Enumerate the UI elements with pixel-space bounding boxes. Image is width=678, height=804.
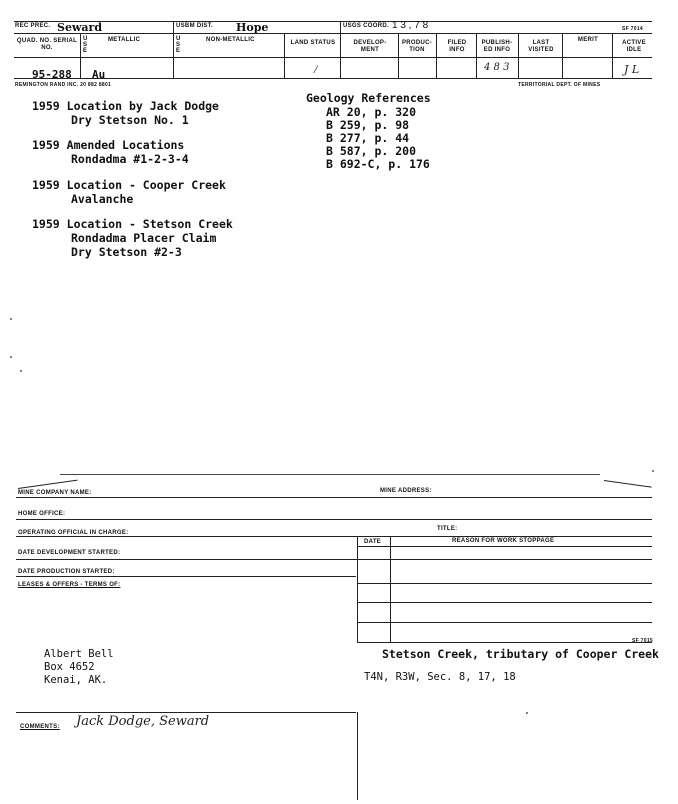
form-top-rule (60, 474, 600, 475)
history-year: 1959 (32, 99, 60, 113)
history-line: Location by Jack Dodge (66, 99, 219, 113)
stoppage-row-rule (357, 642, 652, 643)
col-use-nonmetallic: U S E (176, 36, 181, 54)
header-row-rule (14, 57, 652, 58)
geology-ref: B 692-C, p. 176 (326, 157, 430, 171)
owner-name: Albert Bell (44, 648, 114, 660)
rec-prec-value: Seward (57, 21, 103, 34)
quad-serial-value: 95-288 (32, 68, 72, 81)
form-number-top: SF 7014 (622, 26, 644, 32)
comments-label: COMMENTS: (20, 724, 60, 730)
published-info-value: 4 8 3 (484, 62, 510, 73)
stoppage-reason-header: REASON FOR WORK STOPPAGE (452, 538, 555, 544)
history-entry (32, 139, 184, 152)
form-row-rule (16, 536, 652, 537)
col-last-visited: LAST VISITED (528, 40, 554, 53)
history-entry (32, 100, 219, 113)
header-divider (562, 33, 563, 78)
col-production: PRODUC- TION (401, 40, 433, 53)
history-line: Rondadma Placer Claim (71, 231, 217, 245)
history-line: Amended Locations (66, 138, 185, 152)
owner-city: Kenai, AK. (44, 674, 108, 686)
col-active-idle: ACTIVE IDLE (622, 40, 646, 53)
header-divider (173, 21, 174, 78)
col-nonmetallic: NON-METALLIC (206, 37, 255, 43)
header-divider (612, 33, 613, 78)
location-description: Stetson Creek, tributary of Cooper Creek (382, 647, 659, 661)
col-quad-serial (16, 38, 78, 52)
header-divider (340, 21, 341, 33)
header-divider (398, 33, 399, 78)
header-divider (80, 33, 81, 78)
history-line: Dry Stetson #2-3 (71, 245, 182, 259)
form-corner-rule (604, 480, 652, 488)
form-row-rule (16, 497, 652, 498)
header-divider (340, 33, 341, 78)
metallic-value: Au (92, 68, 106, 81)
geology-ref: B 277, p. 44 (326, 131, 410, 145)
leases-label: LEASES & OFFERS - TERMS OF: (18, 582, 121, 588)
comments-divider (357, 712, 358, 800)
comments-top-rule (16, 712, 356, 713)
scan-speck (526, 712, 528, 714)
history-line: Rondadma #1-2-3-4 (71, 152, 189, 166)
header-divider (518, 33, 519, 78)
col-metallic: METALLIC (108, 37, 141, 43)
header-bottom-rule (14, 78, 652, 79)
scan-speck (652, 470, 654, 472)
scan-speck (20, 370, 22, 372)
stoppage-divider (390, 536, 391, 642)
stoppage-row-rule (357, 602, 652, 603)
location-section: T4N, R3W, Sec. 8, 17, 18 (364, 671, 516, 683)
development-started-label: DATE DEVELOPMENT STARTED: (18, 550, 121, 556)
printer-line: REMINGTON RAND INC. 20 882 8801 (15, 82, 112, 88)
header-mid-rule (14, 33, 652, 34)
territorial-dept: TERRITORIAL DEPT. OF MINES (518, 82, 601, 88)
usgs-coord-value: 1 3 , 7 8 (392, 20, 429, 31)
comments-value: Jack Dodge, Seward (76, 714, 210, 729)
col-serial-no: SERIAL NO. (41, 38, 78, 51)
history-entry (32, 179, 226, 192)
geology-ref: B 259, p. 98 (326, 118, 410, 132)
stoppage-row-rule (357, 583, 652, 584)
col-merit: MERIT (577, 37, 599, 43)
form-number-bottom: SF 7015 (632, 638, 654, 644)
col-development: DEVELOP- MENT (353, 40, 387, 53)
col-published-info: PUBLISH- ED INFO (481, 40, 513, 53)
rec-prec-label: REC PREC. (15, 23, 51, 29)
form-row-rule (16, 519, 652, 520)
form-corner-rule (18, 480, 78, 489)
geology-ref: B 587, p. 200 (326, 144, 417, 158)
owner-box: Box 4652 (44, 661, 95, 673)
history-line: Dry Stetson No. 1 (71, 113, 189, 127)
production-started-label: DATE PRODUCTION STARTED: (18, 569, 115, 575)
mine-company-label: MINE COMPANY NAME: (18, 490, 92, 496)
stoppage-row-rule (357, 546, 652, 547)
home-office-label: HOME OFFICE: (18, 511, 66, 517)
header-divider (476, 33, 477, 78)
stoppage-divider (357, 536, 358, 642)
geology-title: Geology References (306, 91, 431, 105)
history-line: Location - Cooper Creek (66, 178, 226, 192)
header-divider (284, 33, 285, 78)
operating-official-label: OPERATING OFFICIAL IN CHARGE: (18, 530, 129, 536)
history-year: 1959 (32, 217, 60, 231)
mine-address-label: MINE ADDRESS: (380, 488, 432, 494)
scan-speck (10, 318, 12, 320)
history-year: 1959 (32, 178, 60, 192)
land-status-value: / (314, 62, 318, 76)
form-row-rule (16, 559, 652, 560)
usbm-dist-label: USBM DIST. (176, 23, 214, 29)
scan-speck (10, 356, 12, 358)
stoppage-row-rule (357, 622, 652, 623)
header-divider (436, 33, 437, 78)
title-label: TITLE: (437, 526, 458, 532)
stoppage-date-header: DATE (364, 539, 382, 545)
header-top-rule (14, 21, 652, 22)
col-use-metallic: U S E (83, 36, 88, 54)
history-line: Location - Stetson Creek (66, 217, 233, 231)
col-quad-no: QUAD. NO. (16, 38, 52, 44)
col-filed-info: FILED INFO (447, 40, 467, 53)
history-year: 1959 (32, 138, 60, 152)
history-entry (32, 218, 233, 231)
usgs-coord-label: USGS COORD. (343, 23, 389, 29)
geology-ref: AR 20, p. 320 (326, 105, 417, 119)
form-row-rule (16, 576, 356, 577)
col-land-status: LAND STATUS (290, 40, 336, 46)
usbm-dist-value: Hope (236, 21, 269, 34)
active-idle-value: J L (624, 63, 640, 76)
history-line: Avalanche (71, 192, 134, 206)
